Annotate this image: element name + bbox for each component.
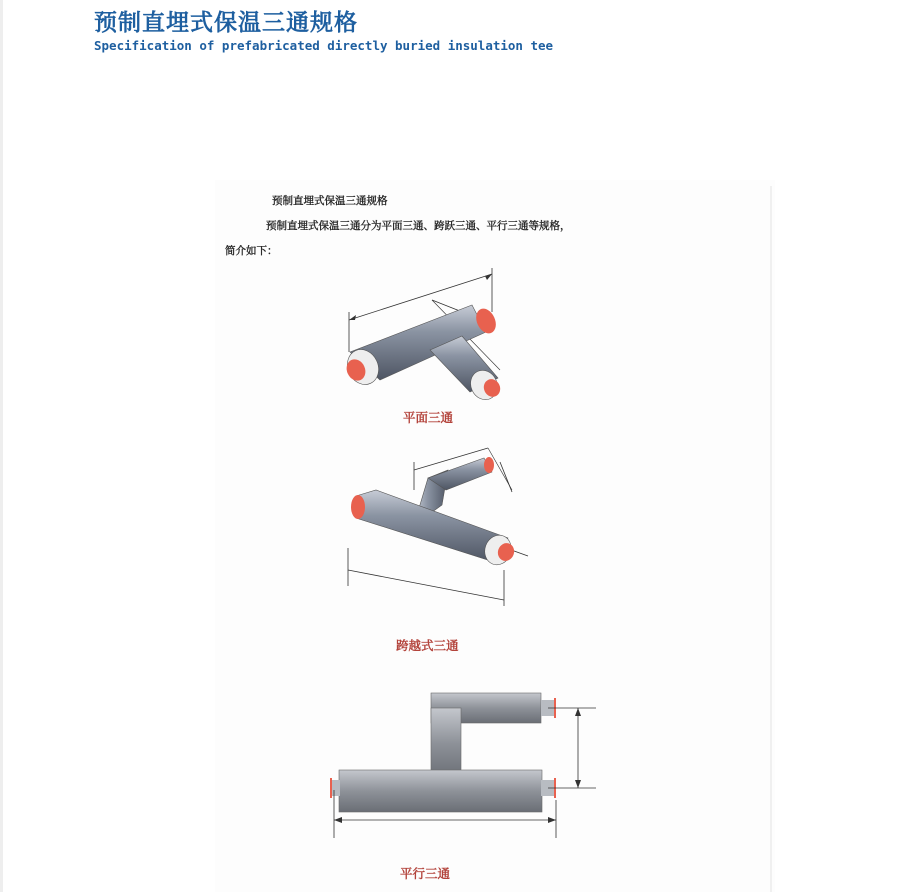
document-intro-continued: 简介如下：	[225, 245, 278, 257]
document-heading: 预制直埋式保温三通规格	[272, 195, 388, 207]
parallel-tee-drawing	[330, 693, 596, 838]
page-title: 预制直埋式保温三通规格	[94, 10, 358, 36]
figure-caption-planar-tee: 平面三通	[403, 410, 454, 425]
crossover-tee-drawing	[348, 448, 528, 606]
page-subtitle: Specification of prefabricated directly buried insulation tee	[94, 38, 554, 53]
figure-caption-crossover-tee: 跨越式三通	[396, 638, 459, 653]
document-intro: 预制直埋式保温三通分为平面三通、跨跃三通、平行三通等规格，	[266, 220, 571, 232]
planar-tee-drawing	[342, 268, 503, 404]
figure-caption-parallel-tee: 平行三通	[400, 866, 451, 881]
